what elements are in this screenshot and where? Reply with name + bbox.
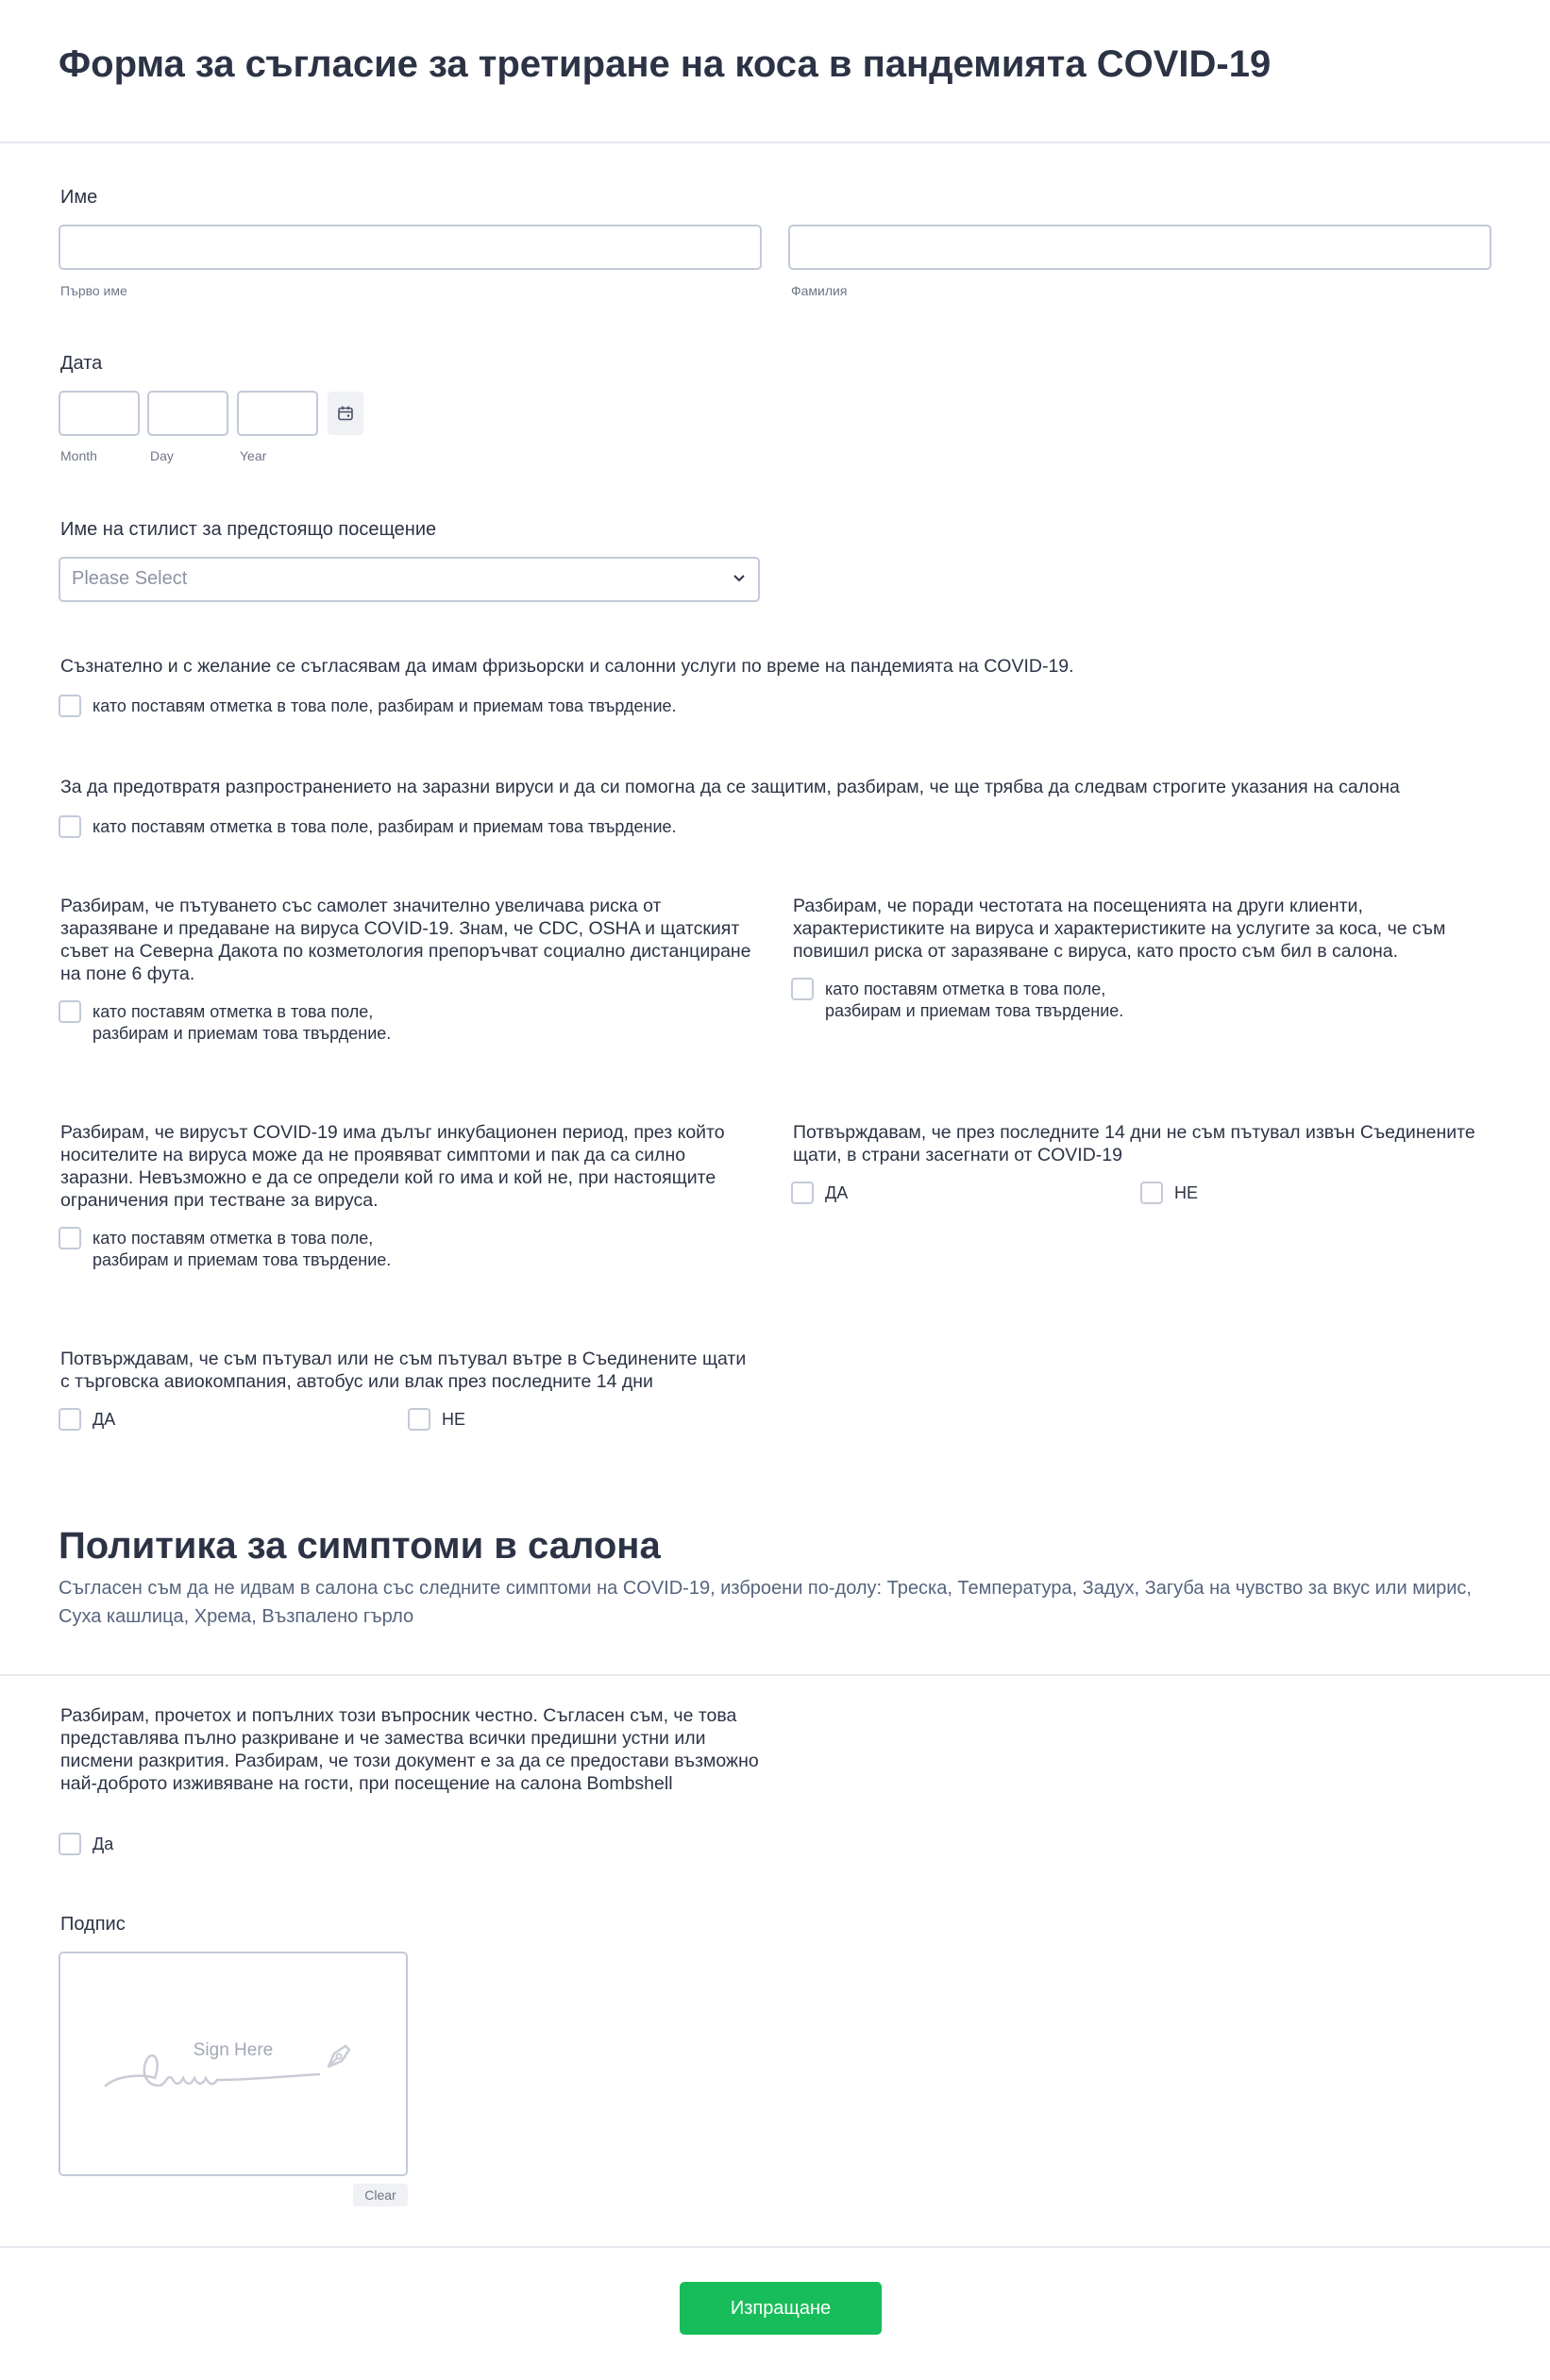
travel-abroad-no-label: НЕ xyxy=(1174,1183,1199,1202)
day-sublabel: Day xyxy=(150,448,174,463)
calendar-button[interactable] xyxy=(328,392,363,435)
travel-abroad-yes-checkbox[interactable] xyxy=(791,1182,814,1204)
signature-placeholder-text: Sign Here xyxy=(193,2040,274,2060)
year-input[interactable] xyxy=(237,391,318,436)
consent-checkbox-1[interactable] xyxy=(59,695,81,717)
travel-domestic-question: Потвърждавам, че съм пътувал или не съм пътувал вътре в Съединените щати с търговска авиокомпания, автобус или влак през последните 14 дни xyxy=(60,1349,747,1392)
final-acknowledgement-checkbox[interactable] xyxy=(59,1833,81,1855)
consent-checkbox-5-row[interactable] xyxy=(59,1227,417,1271)
travel-abroad-question: Потвърждавам, че през последните 14 дни не съм пътувал извън Съединените щати, в страни засегнати от COVID-19 xyxy=(793,1122,1475,1165)
year-sublabel: Year xyxy=(240,448,267,463)
travel-abroad-no-checkbox[interactable] xyxy=(1140,1182,1163,1204)
travel-domestic-yes-label: ДА xyxy=(93,1410,116,1429)
date-label: Дата xyxy=(60,353,103,374)
name-label: Име xyxy=(60,187,98,208)
final-acknowledgement-label: Да xyxy=(93,1835,114,1853)
travel-abroad-no-row[interactable] xyxy=(1140,1182,1198,1204)
submit-button[interactable]: Изпращане xyxy=(680,2282,882,2335)
travel-domestic-yes-checkbox[interactable] xyxy=(59,1408,81,1431)
footer-divider xyxy=(0,2246,1550,2248)
stylist-select[interactable] xyxy=(59,557,760,602)
last-name-sublabel: Фамилия xyxy=(791,283,848,298)
final-acknowledgement-row[interactable] xyxy=(59,1833,113,1855)
consent-question-2: За да предотвратя разпространението на заразни вируси и да си помогна да се защитим, разбирам, че ще трябва да следвам строгите указания на салона xyxy=(60,777,1400,797)
form-title: Форма за съгласие за третиране на коса в пандемията COVID-19 xyxy=(59,43,1272,85)
final-acknowledgement-text: Разбирам, прочетох и попълних този въпросник честно. Съгласен съм, че това представлява пълно разкриване и че замества всички предишни устни или писмени разкрития. Разбирам, че този документ е за да се предостави възможно най-доброто изживяване на гости, при посещение на салона Bombshell xyxy=(60,1705,759,1794)
consent-question-4: Разбирам, че поради честотата на посещенията на други клиенти, характеристиките на вируса и характеристиките на услугите за коса, че съм повишил риска от заразяване с вируса, като просто съм бил в салона. xyxy=(793,896,1446,962)
day-input[interactable] xyxy=(147,391,228,436)
consent-checkbox-2-row[interactable] xyxy=(59,815,776,838)
consent-checkbox-3[interactable] xyxy=(59,1000,81,1023)
policy-heading: Политика за симптоми в салона xyxy=(59,1525,661,1567)
first-name-sublabel: Първо име xyxy=(60,283,127,298)
month-input[interactable] xyxy=(59,391,140,436)
travel-domestic-no-row[interactable] xyxy=(408,1408,465,1431)
consent-checkbox-5[interactable] xyxy=(59,1227,81,1249)
travel-domestic-yes-row[interactable] xyxy=(59,1408,115,1431)
signature-label: Подпис xyxy=(60,1914,126,1935)
consent-checkbox-4[interactable] xyxy=(791,978,814,1000)
chevron-down-icon xyxy=(730,568,749,587)
calendar-icon xyxy=(337,405,354,422)
consent-checkbox-4-label: като поставям отметка в това поле, разбирам и приемам това твърдение. xyxy=(825,980,1124,1020)
consent-checkbox-3-label: като поставям отметка в това поле, разбирам и приемам това твърдение. xyxy=(93,1002,392,1043)
consent-checkbox-2-label: като поставям отметка в това поле, разбирам и приемам това твърдение. xyxy=(93,817,677,836)
consent-checkbox-4-row[interactable] xyxy=(791,978,1150,1022)
stylist-label: Име на стилист за предстоящо посещение xyxy=(60,519,437,540)
consent-question-5: Разбирам, че вирусът COVID-19 има дълъг инкубационен период, през който носителите на вируса може да не проявяват симптоми и пак да са силно заразни. Невъзможно е да се определи кой го има и кой не, при настоящите ограничения при тестване за вируса. xyxy=(60,1122,725,1211)
consent-question-1: Съзнателно и с желание се съгласявам да имам фризьорски и салонни услуги по време на пандемията на COVID-19. xyxy=(60,656,1074,677)
last-name-input[interactable] xyxy=(788,225,1491,270)
consent-checkbox-1-row[interactable] xyxy=(59,695,776,717)
signature-pad[interactable] xyxy=(59,1952,408,2176)
stylist-select-placeholder: Please Select xyxy=(72,568,188,589)
policy-divider xyxy=(0,1674,1550,1676)
header-divider xyxy=(0,142,1550,143)
consent-checkbox-3-row[interactable] xyxy=(59,1000,417,1045)
travel-abroad-yes-row[interactable] xyxy=(791,1182,848,1204)
policy-text: Съгласен съм да не идвам в салона със следните симптоми на COVID-19, изброени по-долу: Треска, Температура, Задух, Загуба на чувство за вкус или мирис, Суха кашлица, Хрема, Възпалено гърло xyxy=(59,1578,1472,1627)
travel-abroad-yes-label: ДА xyxy=(825,1183,849,1202)
consent-question-3: Разбирам, че пътуването със самолет значително увеличава риска от заразяване и предаване на вируса COVID-19. Знам, че CDC, OSHA и щатският съвет на Северна Дакота по козметология препоръчват социално дистанциране на поне 6 фута. xyxy=(60,896,751,984)
consent-checkbox-5-label: като поставям отметка в това поле, разбирам и приемам това твърдение. xyxy=(93,1229,392,1269)
travel-domestic-no-checkbox[interactable] xyxy=(408,1408,430,1431)
consent-checkbox-2[interactable] xyxy=(59,815,81,838)
clear-signature-button[interactable]: Clear xyxy=(353,2184,408,2206)
first-name-input[interactable] xyxy=(59,225,762,270)
travel-domestic-no-label: НЕ xyxy=(442,1410,466,1429)
month-sublabel: Month xyxy=(60,448,97,463)
consent-checkbox-1-label: като поставям отметка в това поле, разбирам и приемам това твърдение. xyxy=(93,696,677,715)
